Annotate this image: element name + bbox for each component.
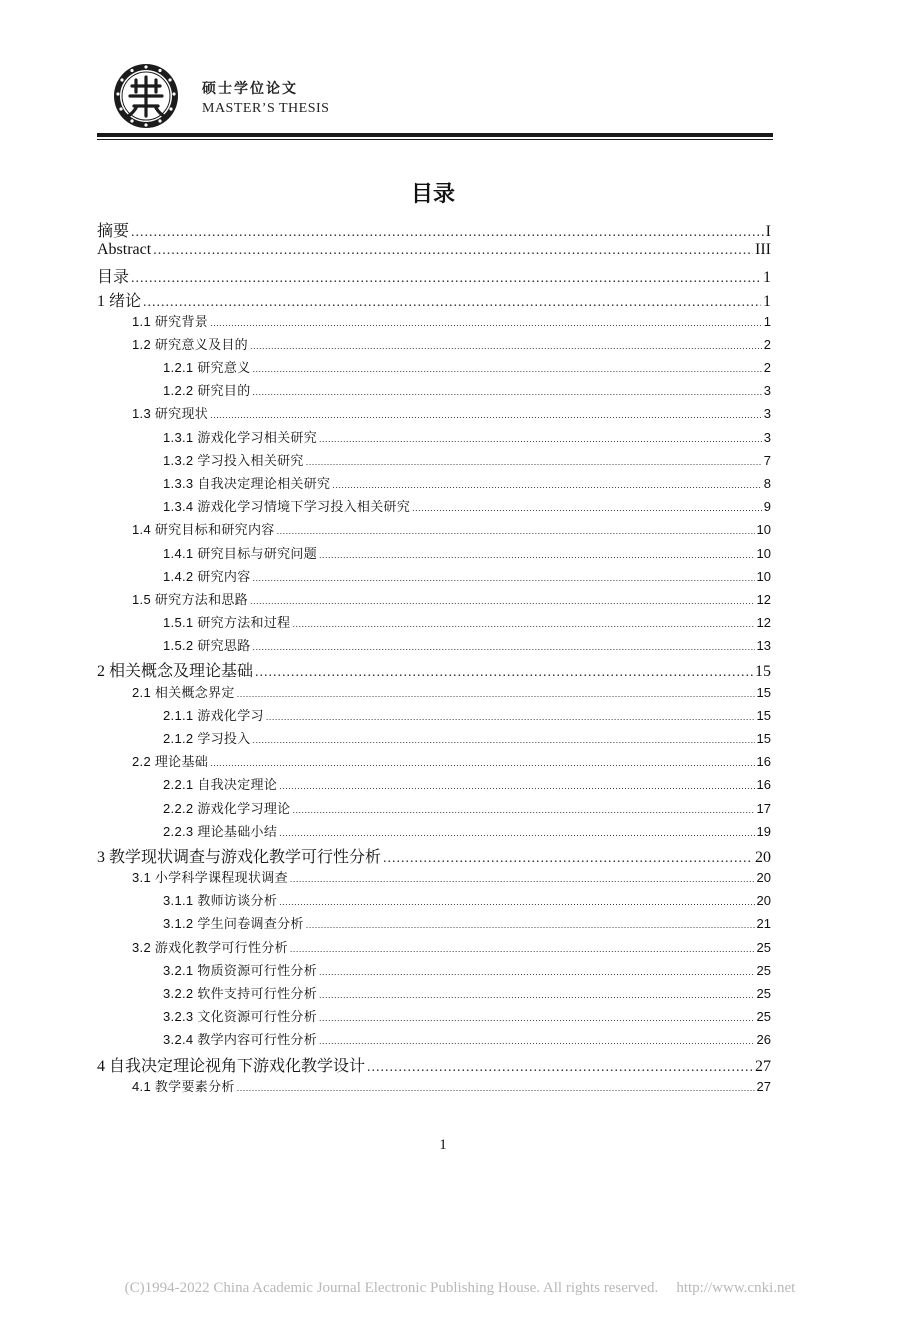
toc-entry-label: Abstract xyxy=(97,241,152,259)
toc-entry[interactable] xyxy=(163,427,771,446)
toc-entry[interactable] xyxy=(97,288,771,311)
toc-entry-label: 1.3 研究现状 xyxy=(132,406,209,422)
toc-leader-dots xyxy=(319,550,755,560)
toc-entry-label: 1.5 研究方法和思路 xyxy=(132,591,248,607)
toc-entry[interactable] xyxy=(163,612,771,631)
toc-entry[interactable] xyxy=(163,960,771,979)
toc-leader-dots xyxy=(319,1036,755,1046)
toc-entry[interactable] xyxy=(163,983,771,1002)
toc-entry-page: 27 xyxy=(755,1057,771,1075)
toc-entry-page: 10 xyxy=(756,522,771,538)
toc-leader-dots xyxy=(253,364,762,374)
toc-leader-dots xyxy=(319,990,755,1000)
toc-entry-page: 9 xyxy=(763,499,771,515)
toc-entry-label: 2.2.1 自我决定理论 xyxy=(163,777,278,793)
toc-entry-label: 3.2.1 物质资源可行性分析 xyxy=(163,962,318,978)
toc-entry[interactable] xyxy=(163,473,771,492)
toc-entry-page: 10 xyxy=(756,568,771,584)
toc-entry[interactable] xyxy=(163,496,771,515)
toc-entry-label: 3.2.2 软件支持可行性分析 xyxy=(163,985,318,1001)
toc-entry[interactable] xyxy=(163,566,771,585)
toc-entry[interactable] xyxy=(163,450,771,469)
toc-leader-dots xyxy=(279,828,754,838)
toc-entry[interactable] xyxy=(97,264,771,287)
toc-entry-label: 2.1.2 学习投入 xyxy=(163,731,251,746)
toc-entry-label: 3.2.3 文化资源可行性分析 xyxy=(163,1009,318,1025)
toc-entry-label: 3.1.2 学生问卷调查分析 xyxy=(163,916,304,932)
toc-entry[interactable] xyxy=(97,1053,771,1076)
toc-entry[interactable] xyxy=(132,937,771,956)
toc-entry[interactable] xyxy=(163,357,771,376)
header-title-en: MASTER’S THESIS xyxy=(202,101,330,116)
toc-entry-page: 16 xyxy=(756,754,771,770)
toc-leader-dots xyxy=(210,758,754,768)
toc-entry[interactable] xyxy=(163,798,771,817)
toc-entry[interactable] xyxy=(132,751,771,770)
toc-entry-page: 13 xyxy=(756,638,771,654)
toc-entry-page: 1 xyxy=(763,292,771,310)
toc-entry-page: 21 xyxy=(756,916,771,932)
toc-entry[interactable] xyxy=(132,682,771,701)
toc-title: 目录 xyxy=(410,182,455,207)
toc-leader-dots xyxy=(306,920,755,930)
toc-leader-dots xyxy=(237,689,755,699)
toc-entry-page: 25 xyxy=(756,939,771,955)
toc-entry-page: 15 xyxy=(756,707,771,723)
toc-entry[interactable] xyxy=(132,1076,771,1095)
toc-entry-label: 3 教学现状调查与游戏化教学可行性分析 xyxy=(97,848,382,866)
toc-entry-label: 2.1 相关概念界定 xyxy=(132,684,235,700)
toc-leader-dots xyxy=(253,642,755,652)
toc-entry-label: 2.2.2 游戏化学习理论 xyxy=(163,800,291,816)
toc-entry-page: 16 xyxy=(756,777,771,793)
toc-leader-dots xyxy=(306,457,762,467)
header-title-cn: 硕士学位论文 xyxy=(202,81,298,97)
toc-entry-page: 20 xyxy=(755,848,771,866)
toc-entry-label: 1.3.1 游戏化学习相关研究 xyxy=(163,429,318,445)
toc-entry-page: 12 xyxy=(756,591,771,607)
toc-leader-dots xyxy=(131,225,764,241)
toc-entry-page: 7 xyxy=(763,452,771,468)
toc-entry-label: 1.3.3 自我决定理论相关研究 xyxy=(163,476,331,491)
toc-entry-label: 3.2.4 教学内容可行性分析 xyxy=(163,1032,318,1048)
toc-entry-page: 27 xyxy=(756,1078,771,1094)
toc-entry-page: 15 xyxy=(756,731,771,746)
toc-entry-label: 1.3.2 学习投入相关研究 xyxy=(163,452,304,468)
toc-entry-page: 2 xyxy=(763,360,771,376)
toc-leader-dots xyxy=(290,944,755,954)
toc-leader-dots xyxy=(319,1013,755,1023)
toc-entry[interactable] xyxy=(163,821,771,840)
toc-leader-dots xyxy=(253,387,762,397)
toc-entry[interactable] xyxy=(97,241,771,259)
toc-entry[interactable] xyxy=(163,1006,771,1025)
toc-entry-page: 1 xyxy=(763,269,771,287)
toc-entry-page: 3 xyxy=(763,406,771,422)
toc-entry-label: 2.2.3 理论基础小结 xyxy=(163,823,278,839)
toc-entry[interactable] xyxy=(97,844,771,867)
toc-entry-page: 15 xyxy=(756,684,771,700)
toc-leader-dots xyxy=(277,526,755,536)
page-number: 1 xyxy=(439,1137,447,1153)
toc-leader-dots xyxy=(367,1060,753,1076)
toc-entry-label: 1.3.4 游戏化学习情境下学习投入相关研究 xyxy=(163,499,411,515)
toc-entry[interactable] xyxy=(163,635,771,654)
toc-entry-page: 19 xyxy=(756,823,771,839)
toc-entry-label: 1.1 研究背景 xyxy=(132,313,209,329)
toc-entry[interactable] xyxy=(163,774,771,793)
toc-entry-page: 12 xyxy=(756,615,771,631)
footer-url[interactable]: http://www.cnki.net xyxy=(676,1280,796,1296)
toc-entry-label: 1.2 研究意义及目的 xyxy=(132,336,248,352)
toc-entry-page: 10 xyxy=(756,545,771,561)
toc-entry-page: 26 xyxy=(756,1032,771,1048)
toc-entry-label: 1.4.1 研究目标与研究问题 xyxy=(163,545,318,561)
toc-entry-label: 1.4 研究目标和研究内容 xyxy=(132,522,275,538)
toc-entry-label: 3.2 游戏化教学可行性分析 xyxy=(132,939,288,955)
toc-leader-dots xyxy=(332,480,761,490)
toc-leader-dots xyxy=(255,665,753,681)
toc-entry-label: 目录 xyxy=(97,269,130,287)
toc-entry[interactable] xyxy=(163,890,771,909)
cnki-footer xyxy=(0,1280,920,1297)
toc-entry-label: 1.5.1 研究方法和过程 xyxy=(163,615,291,631)
toc-leader-dots xyxy=(290,874,755,884)
toc-leader-dots xyxy=(250,596,755,606)
toc-leader-dots xyxy=(319,434,762,444)
toc-entry-page: 8 xyxy=(763,476,771,491)
toc-entry-page: 3 xyxy=(763,383,771,399)
toc-leader-dots xyxy=(292,619,754,629)
toc-leader-dots xyxy=(279,897,754,907)
toc-entry-page: 25 xyxy=(756,1009,771,1025)
toc-entry-page: III xyxy=(755,241,771,259)
toc-leader-dots xyxy=(412,503,762,513)
toc-entry-label: 2.2 理论基础 xyxy=(132,754,209,770)
toc-entry[interactable] xyxy=(163,728,771,747)
toc-entry-page: 25 xyxy=(756,985,771,1001)
toc-leader-dots xyxy=(253,573,755,583)
toc-entry[interactable] xyxy=(97,218,771,241)
toc-leader-dots xyxy=(153,243,753,259)
toc-leader-dots xyxy=(237,1083,755,1093)
toc-leader-dots xyxy=(143,295,761,311)
toc-entry-page: 17 xyxy=(756,800,771,816)
toc-entry[interactable] xyxy=(132,403,771,422)
toc-leader-dots xyxy=(279,781,754,791)
toc-leader-dots xyxy=(292,805,754,815)
toc-entry[interactable] xyxy=(163,543,771,562)
toc-leader-dots xyxy=(250,341,762,351)
toc-entry-page: I xyxy=(765,223,771,240)
toc-entry-page: 25 xyxy=(756,962,771,978)
toc-entry-label: 2.1.1 游戏化学习 xyxy=(163,707,264,723)
toc-entry[interactable] xyxy=(132,311,771,330)
toc-entry[interactable] xyxy=(132,867,771,886)
toc-entry-page: 20 xyxy=(756,870,771,885)
toc-leader-dots xyxy=(266,712,755,722)
footer-copyright: (C)1994-2022 China Academic Journal Electronic Publishing House. All rights reserved. xyxy=(124,1280,659,1296)
toc-entry-page: 2 xyxy=(763,336,771,352)
toc-entry-label: 1.4.2 研究内容 xyxy=(163,568,251,584)
toc-leader-dots xyxy=(253,735,755,745)
toc-entry-label: 3.1 小学科学课程现状调查 xyxy=(132,870,288,885)
toc-entry-label: 1 绪论 xyxy=(97,292,142,310)
toc-entry-page: 15 xyxy=(755,663,771,681)
toc-entry[interactable] xyxy=(163,380,771,399)
toc-entry[interactable] xyxy=(163,1029,771,1048)
toc-entry[interactable] xyxy=(132,519,771,538)
toc-leader-dots xyxy=(383,851,753,867)
toc-entry-label: 2 相关概念及理论基础 xyxy=(97,663,254,681)
toc-entry-label: 4.1 教学要素分析 xyxy=(132,1078,235,1094)
toc-entry-label: 3.1.1 教师访谈分析 xyxy=(163,893,278,909)
toc-entry-label: 摘要 xyxy=(97,223,130,240)
toc-entry-label: 1.2.2 研究目的 xyxy=(163,383,251,399)
toc-leader-dots xyxy=(319,967,755,977)
toc-leader-dots xyxy=(210,410,762,420)
toc-entry-page: 3 xyxy=(763,429,771,445)
toc-entry[interactable] xyxy=(97,658,771,681)
toc-leader-dots xyxy=(210,318,762,328)
toc-entry[interactable] xyxy=(132,589,771,608)
toc-entry-label: 4 自我决定理论视角下游戏化教学设计 xyxy=(97,1057,366,1075)
toc-entry[interactable] xyxy=(163,705,771,724)
toc-entry-page: 1 xyxy=(763,313,771,329)
toc-entry[interactable] xyxy=(163,913,771,932)
toc-leader-dots xyxy=(131,271,761,287)
toc-entry-page: 20 xyxy=(756,893,771,909)
toc-entry-label: 1.5.2 研究思路 xyxy=(163,638,251,654)
toc-entry[interactable] xyxy=(132,334,771,353)
toc-entry-label: 1.2.1 研究意义 xyxy=(163,360,251,376)
